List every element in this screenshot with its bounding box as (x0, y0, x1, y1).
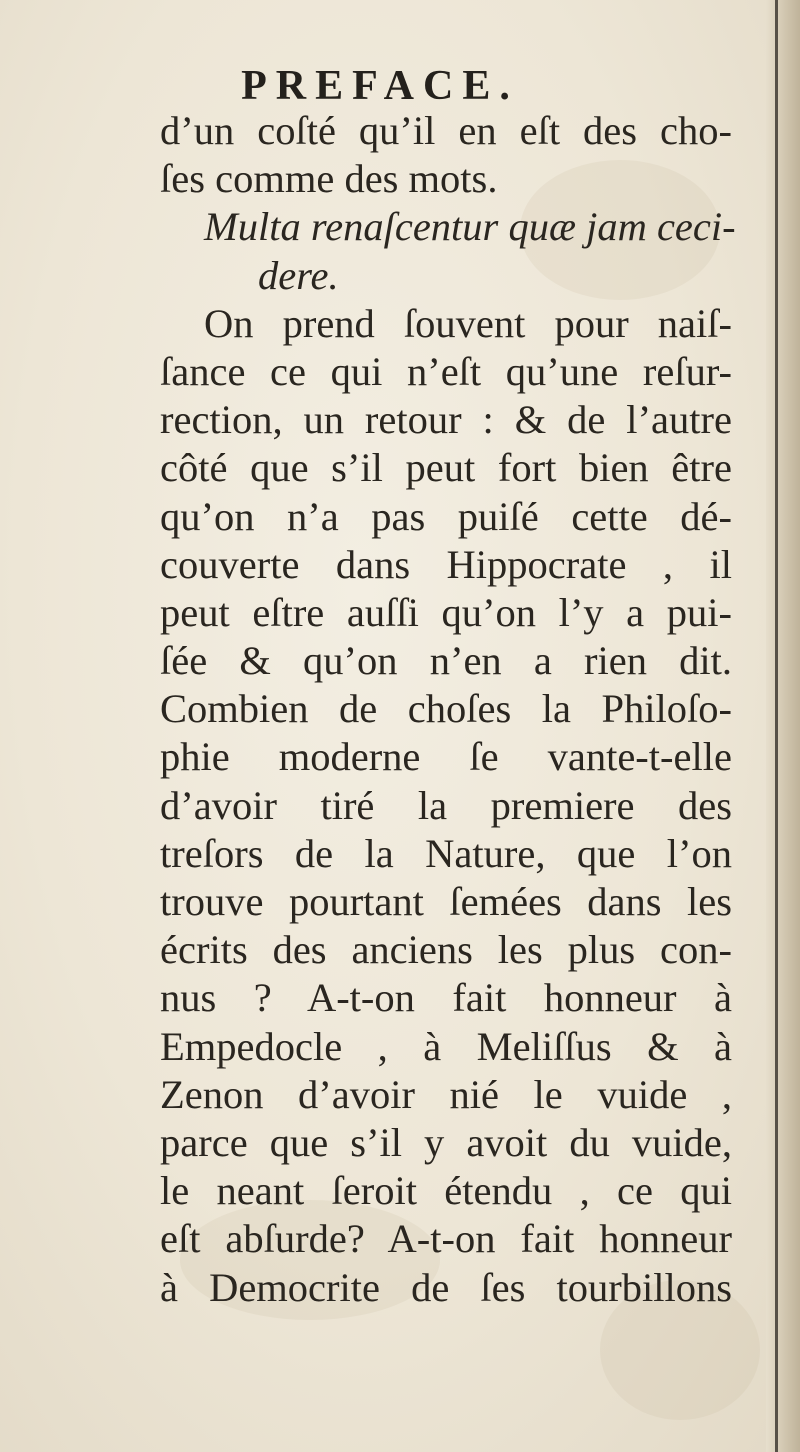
text-line: à Democrite de ſes tourbillons (160, 1264, 732, 1310)
text-line: phie moderne ſe vante-t-elle (160, 734, 732, 780)
text-line: couverte dans Hippocrate , il (160, 541, 732, 587)
paragraph-first-line: On prend ſouvent pour naiſ- (204, 300, 732, 346)
text-line: trouve pourtant ſemées dans les (160, 879, 732, 924)
running-head: PREFACE. (241, 63, 519, 109)
latin-quote-line: Multa renaſcentur quæ jam ceci- (204, 204, 736, 250)
text-line: ſes comme des mots. (160, 156, 498, 202)
text-line: treſors de la Nature, que l’on (160, 830, 732, 876)
text-line: ſance ce qui n’eſt qu’une reſur- (160, 348, 732, 394)
page-gutter (766, 0, 800, 1452)
text-line: rection, un retour : & de l’autre (160, 397, 732, 443)
text-line: parce que s’il y avoit du vuide, (160, 1119, 732, 1165)
text-line: Empedocle , à Meliſſus & à (160, 1023, 732, 1069)
text-line: ſée & qu’on n’en a rien dit. (160, 638, 732, 684)
text-line: d’avoir tiré la premiere des (160, 782, 732, 828)
text-line: le neant ſeroit étendu , ce qui (160, 1168, 732, 1214)
text-line: écrits des anciens les plus con- (160, 927, 732, 973)
latin-quote-line: dere. (258, 252, 339, 298)
text-line: nus ? A-t-on fait honneur à (160, 975, 732, 1021)
text-line: Combien de choſes la Philoſo- (160, 686, 732, 732)
text-line: côté que s’il peut fort bien être (160, 445, 732, 491)
text-line: eſt abſurde? A-t-on fait honneur (160, 1216, 732, 1262)
text-line: qu’on n’a pas puiſé cette dé- (160, 493, 732, 539)
text-line: Zenon d’avoir nié le vuide , (160, 1071, 732, 1117)
body-text (160, 107, 736, 1312)
text-line: d’un coſté qu’il en eſt des cho- (160, 108, 732, 153)
text-line: peut eſtre auſſi qu’on l’y a pui- (160, 589, 732, 635)
gutter-edge-line (775, 0, 778, 1452)
